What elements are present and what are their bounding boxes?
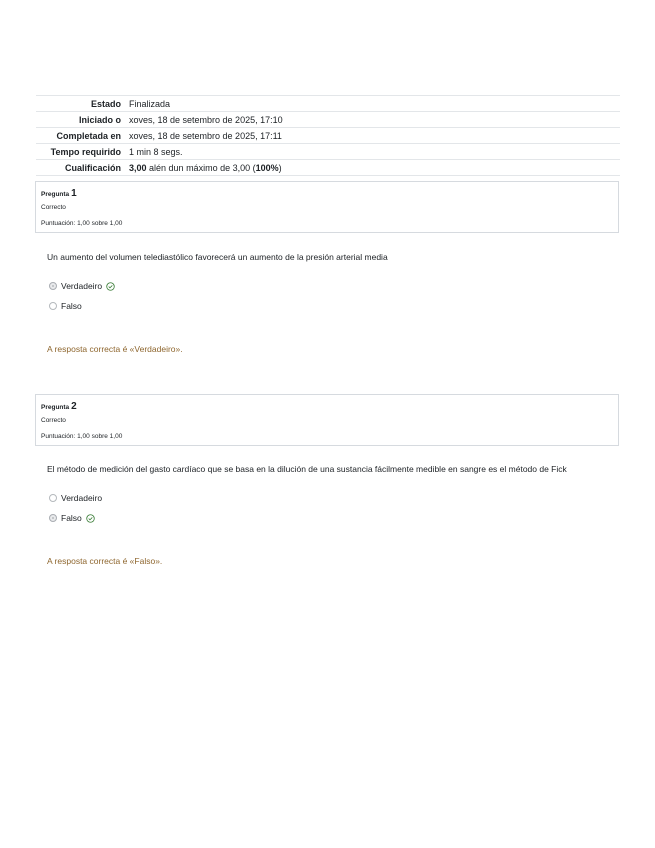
question-state: Correcto (41, 417, 66, 424)
right-answer-feedback: A resposta correcta é «Falso». (47, 556, 163, 566)
grade-text: alén dun máximo de 3,00 ( (146, 162, 256, 173)
summary-value: Finalizada (129, 96, 620, 112)
summary-label: Completada en (36, 128, 129, 144)
grade-score: 3,00 (129, 162, 147, 173)
summary-label: Estado (36, 96, 129, 112)
attempt-summary-table (36, 95, 620, 176)
question-grade: Puntuación: 1,00 sobre 1,00 (41, 433, 123, 440)
question-grade: Puntuación: 1,00 sobre 1,00 (41, 220, 123, 227)
summary-row-grade (36, 160, 620, 176)
question-label: Pregunta (41, 404, 70, 411)
answer-option[interactable] (49, 513, 95, 523)
summary-value: xoves, 18 de setembro de 2025, 17:10 (129, 112, 620, 128)
question-info-box (35, 181, 619, 233)
answer-option[interactable] (49, 281, 115, 291)
question-text: El método de medición del gasto cardíaco que se basa en la dilución de una sustancia fácilmente medible en sangre es el método de Fick (47, 464, 567, 474)
answer-label: Falso (61, 513, 82, 523)
summary-row-started (36, 112, 620, 128)
check-circle-icon (86, 514, 95, 523)
check-circle-icon (106, 282, 115, 291)
question-number (41, 401, 77, 412)
summary-row-time-taken (36, 144, 620, 160)
summary-value: 1 min 8 segs. (129, 144, 620, 160)
grade-percent: 100% (255, 162, 279, 173)
question-number-value: 2 (71, 401, 77, 412)
answer-option[interactable] (49, 493, 102, 503)
summary-label: Tempo requirido (36, 144, 129, 160)
summary-label: Cualificación (36, 160, 129, 176)
question-label: Pregunta (41, 191, 70, 198)
summary-label: Iniciado o (36, 112, 129, 128)
question-number (41, 188, 77, 199)
radio-button[interactable] (49, 282, 57, 290)
summary-row-completed (36, 128, 620, 144)
radio-button[interactable] (49, 494, 57, 502)
grade-text-end: ) (278, 162, 282, 173)
question-state: Correcto (41, 204, 66, 211)
question-number-value: 1 (71, 188, 77, 199)
radio-button[interactable] (49, 514, 57, 522)
radio-button[interactable] (49, 302, 57, 310)
question-info-box (35, 394, 619, 446)
summary-value (129, 160, 620, 176)
summary-value: xoves, 18 de setembro de 2025, 17:11 (129, 128, 620, 144)
answer-label: Verdadeiro (61, 493, 103, 503)
question-text: Un aumento del volumen telediastólico favorecerá un aumento de la presión arterial media (47, 252, 388, 262)
right-answer-feedback: A resposta correcta é «Verdadeiro». (47, 344, 183, 354)
answer-label: Verdadeiro (61, 281, 103, 291)
summary-row-state (36, 96, 620, 112)
answer-label: Falso (61, 301, 82, 311)
answer-option[interactable] (49, 301, 82, 311)
